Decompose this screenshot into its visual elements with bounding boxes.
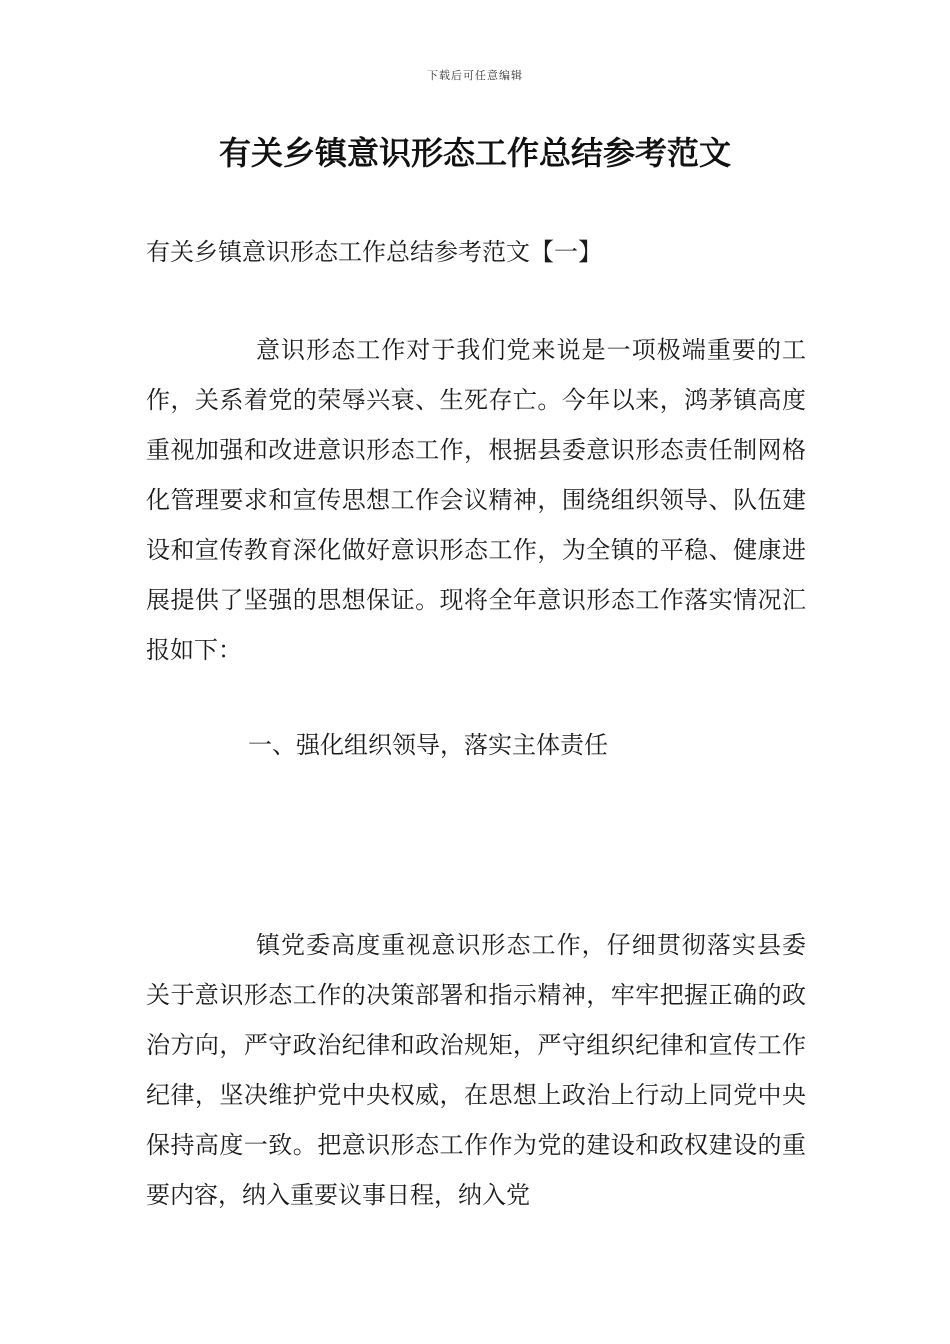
document-title: 有关乡镇意识形态工作总结参考范文 — [218, 134, 731, 172]
body-paragraph: 意识形态工作对于我们党来说是一项极端重要的工作，关系着党的荣辱兴衰、生死存亡。今年以来，鸿茅镇高度重视加强和改进意识形态工作，根据县委意识形态责任制网格化管理要求和宣传思想工作会议精神，围绕组织领导、队伍建设和宣传教育深化做好意识形态工作，为全镇的平稳、健康进展提供了坚强的思想保证。现将全年意识形态工作落实情况汇报如下： — [146, 336, 806, 664]
section-heading: 有关乡镇意识形态工作总结参考范文【一】 — [146, 238, 602, 266]
subheading: 一、强化组织领导，落实主体责任 — [248, 731, 608, 759]
header-note: 下载后可任意编辑 — [427, 69, 523, 82]
body-paragraph: 镇党委高度重视意识形态工作，仔细贯彻落实县委关于意识形态工作的决策部署和指示精神，牢牢把握正确的政治方向，严守政治纪律和政治规矩，严守组织纪律和宣传工作纪律，坚决维护党中央权威，在思想上政治上行动上同党中央保持高度一致。把意识形态工作作为党的建设和政权建设的重要内容，纳入重要议事日程，纳入党 — [146, 931, 806, 1209]
